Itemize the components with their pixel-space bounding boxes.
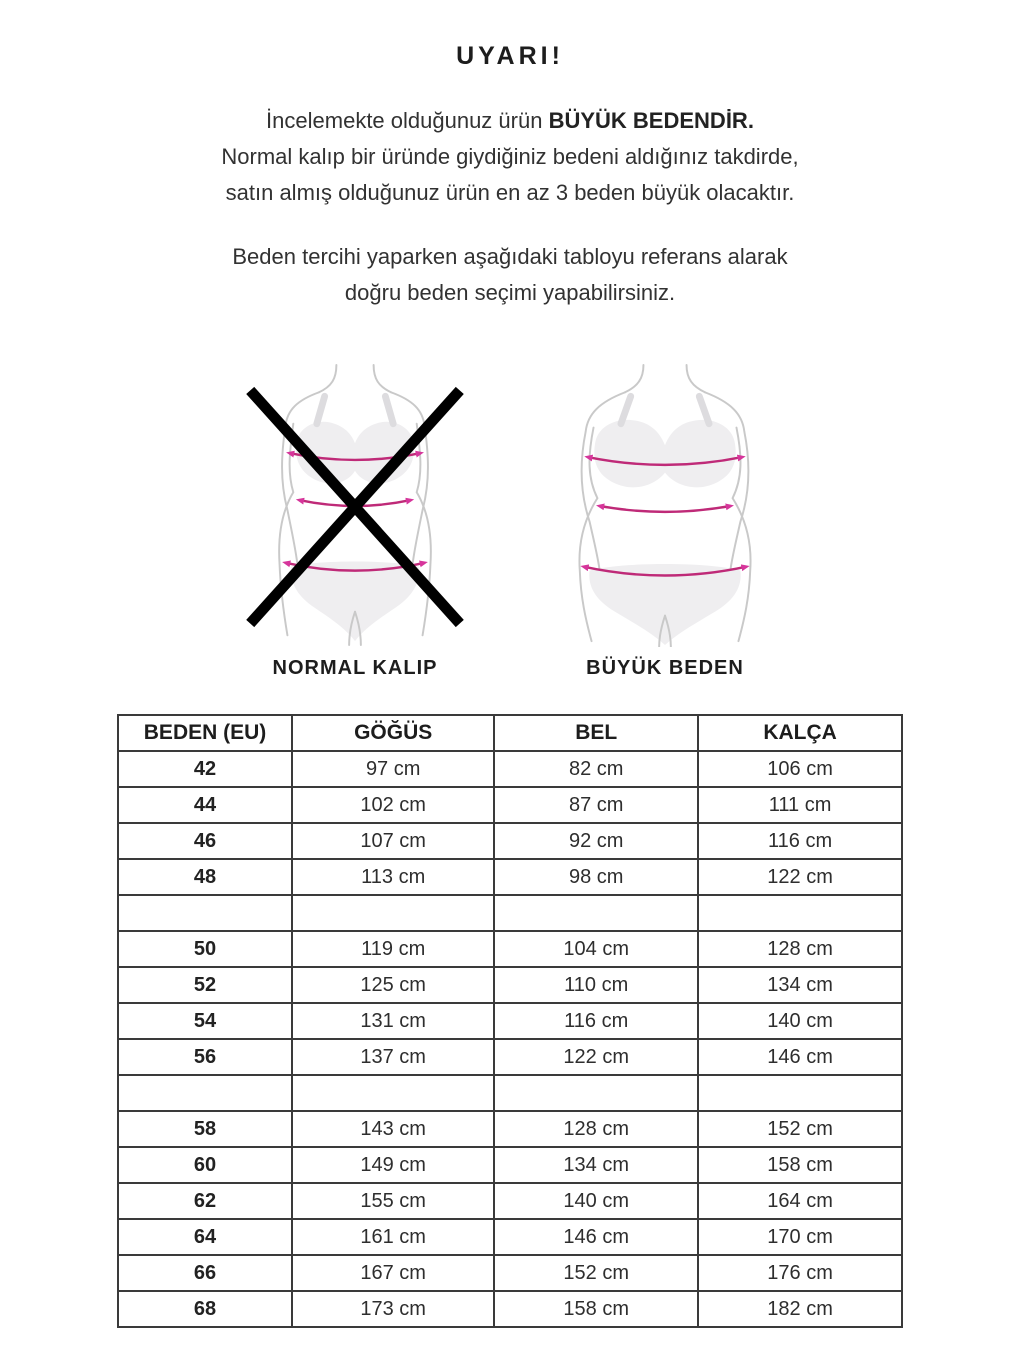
measure-cell: 161 cm	[292, 1219, 494, 1255]
column-header: GÖĞÜS	[292, 715, 494, 751]
size-cell	[118, 895, 292, 931]
measure-cell: 182 cm	[698, 1291, 902, 1327]
figure-plus-size	[515, 363, 815, 680]
measure-cell: 82 cm	[494, 751, 698, 787]
measure-cell: 155 cm	[292, 1183, 494, 1219]
measure-cell: 146 cm	[494, 1219, 698, 1255]
bra-shape	[296, 422, 414, 484]
table-row	[118, 967, 902, 1003]
body-outline	[319, 365, 337, 392]
instruction-paragraph	[0, 239, 1020, 311]
table-row	[118, 751, 902, 787]
instruction-line2: doğru beden seçimi yapabilirsiniz.	[344, 280, 676, 305]
table-row	[118, 823, 902, 859]
measure-cell: 110 cm	[494, 967, 698, 1003]
size-cell: 56	[118, 1039, 292, 1075]
measure-cell: 92 cm	[494, 823, 698, 859]
measure-cell: 140 cm	[698, 1003, 902, 1039]
waist-measure-arrow	[599, 506, 730, 512]
size-cell: 62	[118, 1183, 292, 1219]
size-table-body	[118, 751, 902, 1327]
size-cell: 58	[118, 1111, 292, 1147]
size-cell: 66	[118, 1255, 292, 1291]
measure-cell: 106 cm	[698, 751, 902, 787]
measure-cell	[292, 895, 494, 931]
measure-cell: 116 cm	[698, 823, 902, 859]
header-row	[118, 715, 902, 751]
figure-normal-fit	[205, 363, 505, 680]
normal-body-illustration	[230, 363, 480, 647]
measure-cell: 128 cm	[494, 1111, 698, 1147]
page-title: UYARI!	[456, 42, 564, 70]
measure-cell	[494, 895, 698, 931]
measure-cell: 152 cm	[494, 1255, 698, 1291]
size-cell	[118, 1075, 292, 1111]
measure-cell	[494, 1075, 698, 1111]
measure-cell: 107 cm	[292, 823, 494, 859]
measure-cell: 97 cm	[292, 751, 494, 787]
body-outline	[687, 365, 706, 392]
figures-row	[0, 363, 1020, 680]
measure-cell: 122 cm	[698, 859, 902, 895]
column-header: BEL	[494, 715, 698, 751]
size-cell: 68	[118, 1291, 292, 1327]
measure-cell: 152 cm	[698, 1111, 902, 1147]
measure-cell: 140 cm	[494, 1183, 698, 1219]
intro-line1-emphasis: BÜYÜK BEDENDİR.	[548, 108, 754, 133]
body-outline	[625, 365, 644, 392]
intro-line1: İncelemekte olduğunuz ürün	[266, 108, 549, 133]
column-header: BEDEN (EU)	[118, 715, 292, 751]
measure-cell	[698, 895, 902, 931]
measure-cell: 104 cm	[494, 931, 698, 967]
measure-cell: 134 cm	[494, 1147, 698, 1183]
measure-cell: 146 cm	[698, 1039, 902, 1075]
intro-line3: satın almış olduğunuz ürün en az 3 beden büyük olacaktır.	[225, 180, 795, 205]
column-header: KALÇA	[698, 715, 902, 751]
size-cell: 48	[118, 859, 292, 895]
size-cell: 50	[118, 931, 292, 967]
table-row	[118, 1219, 902, 1255]
table-row	[118, 1147, 902, 1183]
measure-cell: 137 cm	[292, 1039, 494, 1075]
table-row	[118, 787, 902, 823]
measure-cell	[698, 1075, 902, 1111]
panty-shape	[291, 562, 419, 642]
bra-strap-left	[317, 396, 325, 423]
measure-cell: 134 cm	[698, 967, 902, 1003]
table-row	[118, 1183, 902, 1219]
bra-strap-right	[385, 396, 393, 423]
plus-body-illustration	[540, 363, 790, 647]
intro-paragraph	[0, 103, 1020, 211]
size-cell: 54	[118, 1003, 292, 1039]
size-cell: 60	[118, 1147, 292, 1183]
bra-strap-right	[699, 396, 709, 423]
spacer-row	[118, 895, 902, 931]
measure-cell: 87 cm	[494, 787, 698, 823]
measure-cell: 98 cm	[494, 859, 698, 895]
measure-cell: 158 cm	[494, 1291, 698, 1327]
measure-cell: 167 cm	[292, 1255, 494, 1291]
figure-label-normal: NORMAL KALIP	[272, 657, 438, 679]
bra-strap-left	[621, 396, 631, 423]
table-row	[118, 931, 902, 967]
body-outline	[374, 365, 392, 392]
size-table	[117, 714, 903, 1328]
table-row	[118, 1003, 902, 1039]
table-row	[118, 859, 902, 895]
size-cell: 46	[118, 823, 292, 859]
measure-cell: 128 cm	[698, 931, 902, 967]
table-row	[118, 1291, 902, 1327]
measure-cell: 158 cm	[698, 1147, 902, 1183]
measure-cell: 149 cm	[292, 1147, 494, 1183]
measure-cell: 143 cm	[292, 1111, 494, 1147]
measure-cell: 164 cm	[698, 1183, 902, 1219]
size-cell: 42	[118, 751, 292, 787]
table-row	[118, 1111, 902, 1147]
measure-cell: 131 cm	[292, 1003, 494, 1039]
table-row	[118, 1039, 902, 1075]
measure-cell: 111 cm	[698, 787, 902, 823]
size-cell: 64	[118, 1219, 292, 1255]
measure-cell: 119 cm	[292, 931, 494, 967]
measure-cell	[292, 1075, 494, 1111]
measure-cell: 176 cm	[698, 1255, 902, 1291]
measure-cell: 170 cm	[698, 1219, 902, 1255]
measure-cell: 122 cm	[494, 1039, 698, 1075]
measure-cell: 102 cm	[292, 787, 494, 823]
measure-cell: 125 cm	[292, 967, 494, 1003]
table-row	[118, 1255, 902, 1291]
measure-cell: 173 cm	[292, 1291, 494, 1327]
measure-cell: 116 cm	[494, 1003, 698, 1039]
intro-line2: Normal kalıp bir üründe giydiğiniz bedeni aldığınız takdirde,	[221, 144, 799, 169]
size-cell: 52	[118, 967, 292, 1003]
size-table-head	[118, 715, 902, 751]
size-cell: 44	[118, 787, 292, 823]
bra-shape	[594, 420, 735, 488]
figure-label-plus: BÜYÜK BEDEN	[586, 657, 744, 679]
instruction-line1: Beden tercihi yaparken aşağıdaki tabloyu referans alarak	[232, 244, 788, 269]
measure-cell: 113 cm	[292, 859, 494, 895]
spacer-row	[118, 1075, 902, 1111]
